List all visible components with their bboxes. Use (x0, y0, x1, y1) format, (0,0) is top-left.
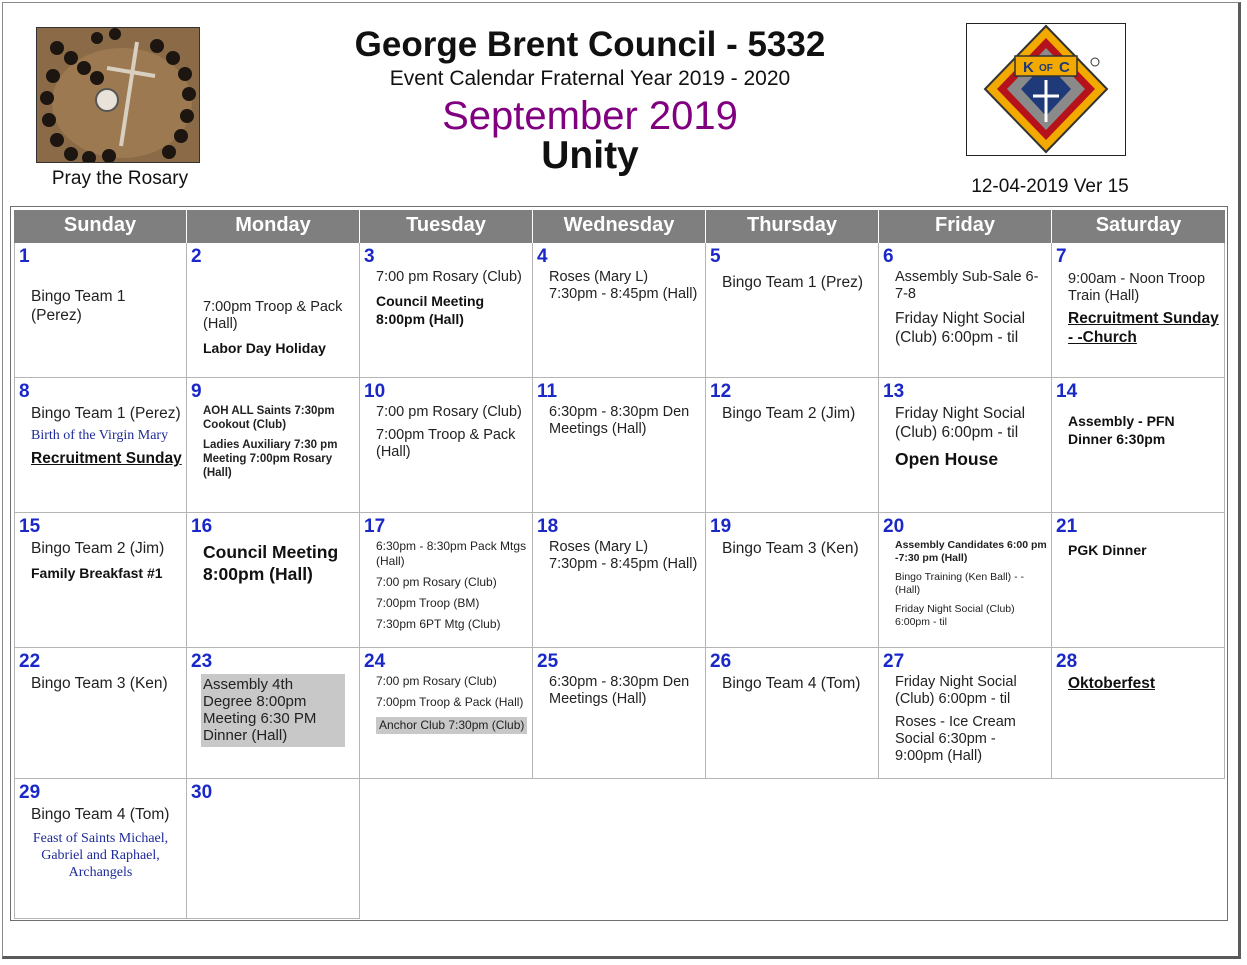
event: Bingo Team 4 (Tom) (722, 675, 861, 692)
event: 7:00pm Troop (BM) (376, 596, 480, 610)
day-cell-2 (187, 243, 360, 378)
event: Recruitment Sunday (31, 450, 182, 467)
event: AOH ALL Saints 7:30pm Cookout (Club) (203, 405, 335, 431)
version-label: 12-04-2019 Ver 15 (971, 176, 1129, 197)
weekday-header-monday: Monday (187, 210, 360, 243)
calendar-subtitle: Event Calendar Fraternal Year 2019 - 2020 (389, 67, 791, 90)
day-number: 4 (537, 246, 548, 267)
day-cell-15 (14, 513, 187, 648)
event: Anchor Club 7:30pm (Club) (376, 717, 527, 734)
day-number: 5 (710, 246, 721, 267)
calendar (10, 206, 1228, 921)
event: Friday Night Social (Club) 6:00pm - til (895, 674, 1017, 707)
event: Bingo Team 4 (Tom) (31, 806, 170, 823)
event: Council Meeting 8:00pm (Hall) (203, 542, 339, 584)
event: Family Breakfast #1 (31, 565, 163, 581)
day-number: 6 (883, 246, 894, 267)
logo-letter-k: K (1023, 59, 1034, 76)
day-number: 10 (364, 381, 386, 402)
day-number: 19 (710, 516, 732, 537)
day-cell-21 (1052, 513, 1225, 648)
day-number: 30 (191, 782, 213, 803)
day-cell-26 (706, 648, 879, 779)
event: 7:00 pm Rosary (Club) (376, 404, 522, 420)
day-cell-9 (187, 378, 360, 513)
event: Assembly - PFN Dinner 6:30pm (1068, 413, 1175, 447)
logo-letter-of: OF (1039, 63, 1053, 74)
day-number: 11 (537, 381, 558, 402)
weekday-header-wednesday: Wednesday (533, 210, 706, 243)
feast-day: Birth of the Virgin Mary (31, 428, 169, 443)
day-cell-28 (1052, 648, 1225, 779)
day-cell-19 (706, 513, 879, 648)
event: 7:00 pm Rosary (Club) (376, 575, 497, 589)
day-number: 28 (1056, 651, 1078, 672)
event: Friday Night Social (Club) 6:00pm - til (895, 405, 1026, 441)
day-number: 3 (364, 246, 375, 267)
event: 7:00 pm Rosary (Club) (376, 674, 497, 688)
event: Assembly Candidates 6:00 pm -7:30 pm (Hall) (895, 539, 1047, 564)
day-cell-3 (360, 243, 533, 378)
event: Assembly 4th Degree 8:00pm Meeting 6:30 PM Dinner (Hall) (201, 674, 345, 747)
day-number: 24 (364, 651, 386, 672)
day-cell-30 (187, 779, 360, 919)
day-cell-24 (360, 648, 533, 779)
weekday-header-saturday: Saturday (1052, 210, 1225, 243)
event: PGK Dinner (1068, 542, 1147, 558)
day-cell-1 (14, 243, 187, 378)
event: Bingo Training (Ken Ball) - -(Hall) (895, 571, 1024, 596)
day-cell-4 (533, 243, 706, 378)
event: 9:00am - Noon Troop Train (Hall) (1068, 271, 1206, 304)
kofc-emblem-icon (967, 24, 1125, 155)
weekday-header-friday: Friday (879, 210, 1052, 243)
event: Oktoberfest (1068, 675, 1155, 692)
month-title: September 2019 (442, 94, 738, 138)
day-cell-27 (879, 648, 1052, 779)
day-number: 17 (364, 516, 386, 537)
day-number: 16 (191, 516, 213, 537)
day-number: 27 (883, 651, 905, 672)
event: Roses (Mary L) (549, 539, 649, 555)
day-number: 23 (191, 651, 213, 672)
day-cell-5 (706, 243, 879, 378)
day-cell-23 (187, 648, 360, 779)
day-number: 1 (19, 246, 30, 267)
event: Labor Day Holiday (203, 340, 326, 356)
event: Bingo Team 3 (Ken) (722, 540, 859, 557)
day-number: 8 (19, 381, 30, 402)
day-cell-18 (533, 513, 706, 648)
day-number: 15 (19, 516, 41, 537)
event: Recruitment Sunday - -Church (1068, 310, 1219, 346)
day-cell-10 (360, 378, 533, 513)
event: 6:30pm - 8:30pm Den Meetings (Hall) (549, 404, 690, 437)
day-cell-13 (879, 378, 1052, 513)
day-number: 20 (883, 516, 905, 537)
event: Bingo Team 1 (31, 288, 126, 305)
event: Roses (Mary L) (549, 269, 649, 285)
day-number: 18 (537, 516, 559, 537)
event: (Perez) (31, 307, 82, 324)
event: 6:30pm - 8:30pm Den Meetings (Hall) (549, 674, 690, 707)
event: 7:30pm - 8:45pm (Hall) (549, 556, 698, 572)
feast-day: Feast of Saints Michael, Gabriel and Raphael, Archangels (32, 831, 169, 880)
day-number: 25 (537, 651, 559, 672)
event: 7:30pm - 8:45pm (Hall) (549, 286, 698, 302)
event: Ladies Auxiliary 7:30 pm Meeting 7:00pm Rosary (Hall) (203, 439, 338, 479)
day-cell-29 (14, 779, 187, 919)
day-cell-17 (360, 513, 533, 648)
weekday-header-thursday: Thursday (706, 210, 879, 243)
title-block (330, 24, 850, 176)
day-number: 14 (1056, 381, 1078, 402)
rosary-icon (37, 28, 200, 163)
weekday-header-sunday: Sunday (14, 210, 187, 243)
event: 7:00 pm Rosary (Club) (376, 269, 522, 285)
event: 6:30pm - 8:30pm Pack Mtgs (Hall) (376, 539, 527, 568)
day-cell-16 (187, 513, 360, 648)
day-number: 13 (883, 381, 905, 402)
day-number: 26 (710, 651, 732, 672)
event: Friday Night Social (Club) 6:00pm - til (895, 310, 1026, 346)
day-cell-12 (706, 378, 879, 513)
event: Bingo Team 1 (Perez) (31, 405, 181, 422)
day-cell-8 (14, 378, 187, 513)
event: 7:00pm Troop & Pack (Hall) (203, 299, 343, 332)
day-cell-20 (879, 513, 1052, 648)
day-cell-14 (1052, 378, 1225, 513)
event: Bingo Team 1 (Prez) (722, 274, 863, 291)
council-title: George Brent Council - 5332 (354, 25, 826, 64)
event: Assembly Sub-Sale 6-7-8 (895, 269, 1039, 302)
rosary-image (36, 27, 200, 163)
event: Bingo Team 2 (Jim) (722, 405, 856, 422)
day-cell-6 (879, 243, 1052, 378)
rosary-caption: Pray the Rosary (51, 168, 189, 189)
event: Open House (895, 449, 999, 469)
event: 7:30pm 6PT Mtg (Club) (376, 617, 501, 631)
day-cell-22 (14, 648, 187, 779)
day-cell-11 (533, 378, 706, 513)
event: Roses - Ice Cream Social 6:30pm - 9:00pm (Hall) (895, 714, 1016, 764)
event: Council Meeting 8:00pm (Hall) (376, 293, 485, 327)
day-number: 22 (19, 651, 41, 672)
kofc-logo (966, 23, 1126, 156)
event: 7:00pm Troop & Pack (Hall) (376, 695, 524, 709)
event: Friday Night Social (Club) 6:00pm - til (895, 603, 1015, 628)
day-number: 2 (191, 246, 202, 267)
logo-letter-c: C (1059, 59, 1070, 76)
event: Bingo Team 2 (Jim) (31, 540, 165, 557)
day-number: 21 (1056, 516, 1078, 537)
calendar-grid (14, 210, 1225, 919)
theme-title: Unity (541, 134, 639, 177)
day-number: 29 (19, 782, 41, 803)
day-cell-7 (1052, 243, 1225, 378)
day-number: 9 (191, 381, 202, 402)
day-number: 12 (710, 381, 732, 402)
event: 7:00pm Troop & Pack (Hall) (376, 427, 516, 460)
weekday-header-tuesday: Tuesday (360, 210, 533, 243)
day-cell-25 (533, 648, 706, 779)
event: Bingo Team 3 (Ken) (31, 675, 168, 692)
day-number: 7 (1056, 246, 1067, 267)
